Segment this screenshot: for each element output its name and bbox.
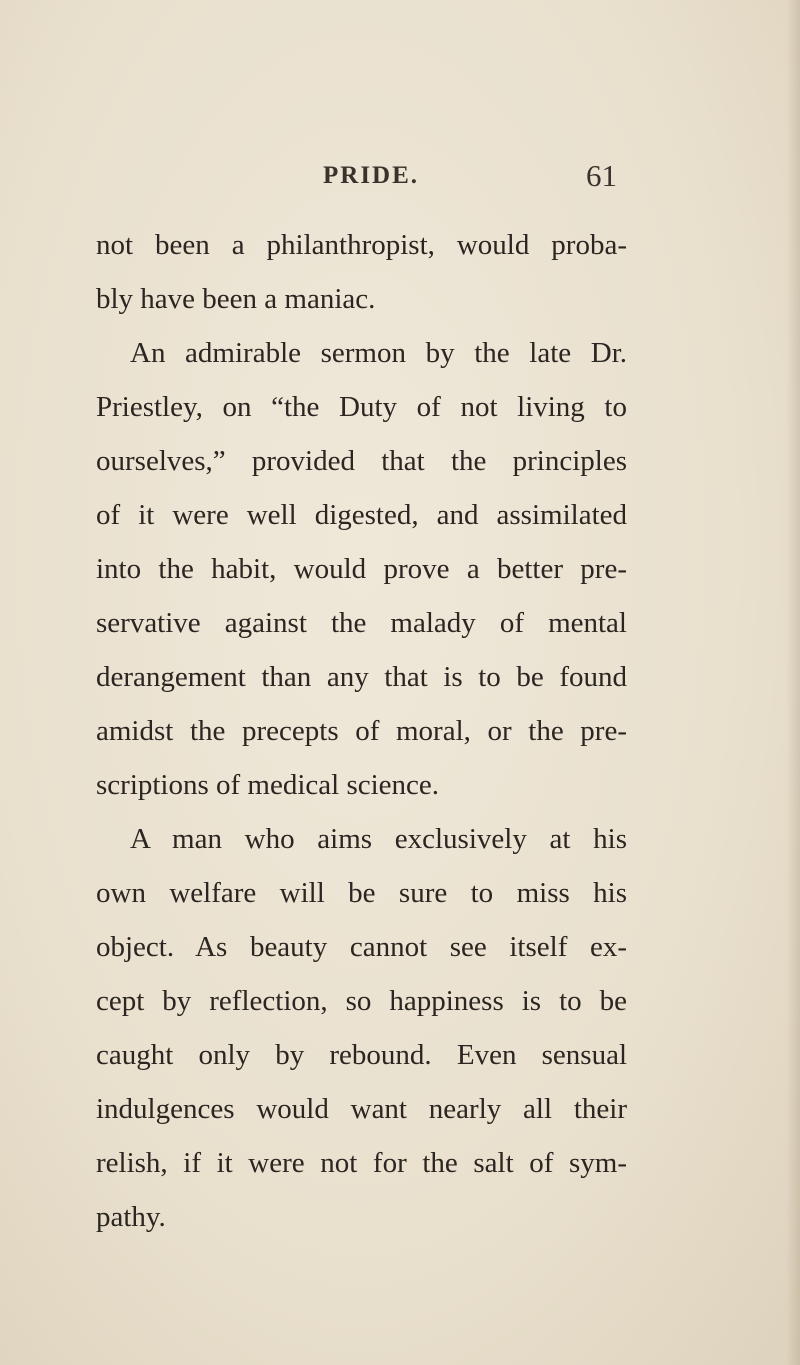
text-line: caught only by rebound. Even sensual: [96, 1039, 627, 1071]
text-line: derangement than any that is to be found: [96, 661, 627, 693]
page-number: 61: [586, 158, 617, 193]
text-line: cept by reflection, so happiness is to be: [96, 985, 627, 1017]
running-head: [0, 160, 800, 200]
text-line: scriptions of medical science.: [96, 769, 440, 801]
page-edge-shadow: [786, 0, 800, 1365]
running-head-title: PRIDE.: [323, 162, 420, 189]
body-text: [96, 222, 627, 1248]
text-line: relish, if it were not for the salt of sym-: [96, 1147, 627, 1179]
text-line: Priestley, on “the Duty of not living to: [96, 391, 627, 423]
text-line: into the habit, would prove a better pre-: [96, 553, 627, 585]
text-line: pathy.: [96, 1201, 166, 1233]
text-line: own welfare will be sure to miss his: [96, 877, 627, 909]
text-line: servative against the malady of mental: [96, 607, 627, 639]
text-line: indulgences would want nearly all their: [96, 1093, 627, 1125]
text-line: amidst the precepts of moral, or the pre-: [96, 715, 627, 747]
text-line: of it were well digested, and assimilated: [96, 499, 627, 531]
text-line: bly have been a maniac.: [96, 283, 376, 315]
text-line: object. As beauty cannot see itself ex-: [96, 931, 627, 963]
paragraph-start-line: An admirable sermon by the late Dr.: [130, 337, 627, 369]
paragraph-start-line: A man who aims exclusively at his: [130, 823, 627, 855]
text-line: ourselves,” provided that the principles: [96, 445, 627, 477]
text-line: not been a philanthropist, would proba-: [96, 229, 627, 261]
